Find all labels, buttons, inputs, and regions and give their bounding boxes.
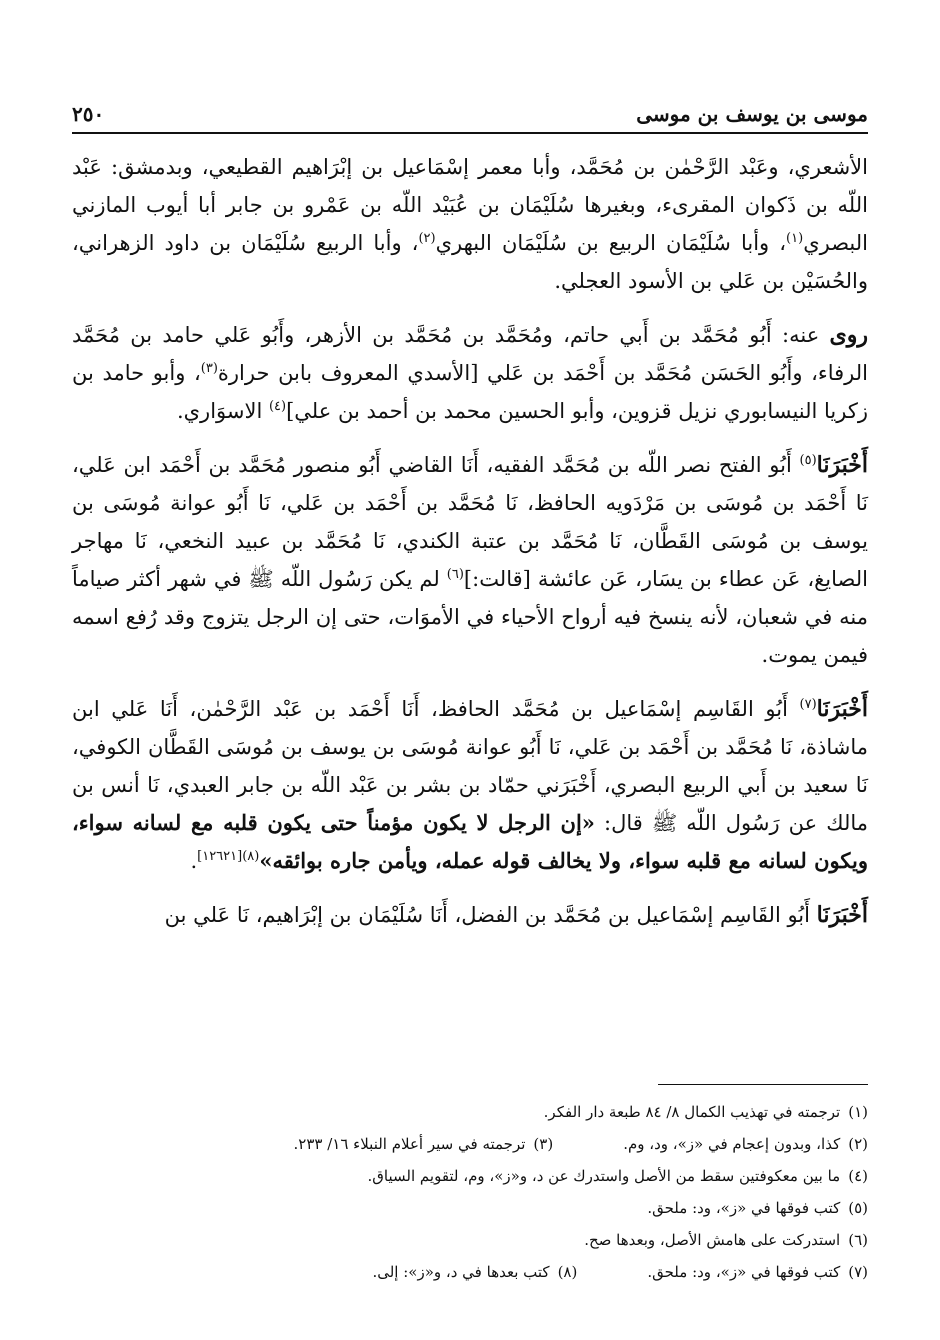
paragraph-students	[72, 316, 868, 430]
footnote-marker: (١)	[786, 231, 804, 246]
footnote-text: كذا، وبدون إعجام في «ز»، ود، وم.	[623, 1135, 841, 1153]
paragraph-narration-3	[72, 896, 868, 934]
footnote-text: كتب فوقها في «ز»، ود: ملحق.	[647, 1199, 841, 1217]
footnote-number: (١)	[848, 1103, 868, 1121]
footnote-1	[544, 1096, 868, 1128]
text-run: ، وأبو حامد بن زكريا النيسابوري نزيل قزوين، وأبو الحسين محمد بن أحمد بن علي]	[72, 361, 868, 423]
footnote-marker: (٢)	[418, 231, 436, 246]
footnote-marker: (٧)	[799, 697, 817, 712]
section-lead-word: أَخْبَرَنَا	[816, 452, 868, 478]
text-run: أَبُو القَاسِم إسْمَاعيل بن مُحَمَّد الحافظ، أَنَا أَحْمَد بن عَبْد الرَّحْمٰن، أَنَا عَلي ابن ماشاذة، نَا مُحَمَّد بن أَحْمَد بن عَلي، نَا أَبُو عوانة مُوسَى بن يوسف بن مُوسَى القَطَّان الكوفي، نَا سعيد بن أَبي الربيع البصري، أَخْبَرَني حمّاد بن بشر بن عَبْد اللّه بن جابر العبدي، نَا أنس بن مالك عن رَسُول اللّه ﷺ قال:	[72, 697, 868, 835]
footnote-line	[72, 1160, 868, 1192]
reference-number: [١٢٦٢١]	[197, 849, 243, 864]
section-lead-word: أَخْبَرَنَا	[816, 902, 868, 928]
footnote-5	[647, 1192, 868, 1224]
footnote-text: كتب بعدها في د، و«ز»: إلى.	[372, 1263, 550, 1281]
footnote-text: ترجمته في سير أعلام النبلاء ١٦/ ٢٣٣.	[293, 1135, 526, 1153]
section-lead-word: روى	[829, 322, 868, 348]
text-run: الأشعري، وعَبْد الرَّحْمٰن بن مُحَمَّد، وأبا معمر إسْمَاعيل بن إبْرَاهيم القطيعي، وبدمشق: عَبْد اللّه بن ذَكوان المقرىء، وبغيرها سُلَيْمَان بن عُبَيْد اللّه بن عَمْرو بن جابر أبا أيوب المازني البصري	[72, 155, 868, 255]
footnote-line	[72, 1224, 868, 1256]
footnote-text: كتب فوقها في «ز»، ود: ملحق.	[647, 1263, 841, 1281]
text-run: أَبُو الفتح نصر اللّه بن مُحَمَّد الفقيه، أَنَا القاضي أَبُو منصور مُحَمَّد بن أَحْمَد ابن عَلي، نَا أَحْمَد بن مُوسَى بن مَرْدَويه الحافظ، نَا مُحَمَّد بن أَحْمَد بن عَلي، نَا أَبُو عوانة مُوسَى بن يوسف بن مُوسَى القَطَّان، نَا مُحَمَّد بن عتبة الكندي، نَا مُحَمَّد بن عبيد النخعي، نَا مهاجر الصايغ، عَن عطاء بن يسَار، عَن عائشة [قالت:]	[72, 453, 868, 591]
footnote-number: (٥)	[848, 1199, 868, 1217]
hadith-quote: «إن الرجل لا يكون مؤمناً حتى يكون قلبه مع لسانه سواء، ويكون لسانه مع قلبه سواء، ولا يخالف قوله عمله، ويأمن جاره بوائقه»	[72, 810, 868, 873]
footnote-text: استدركت على هامش الأصل، وبعدها صح.	[584, 1231, 841, 1249]
footnote-line	[72, 1096, 868, 1128]
footnote-text: ترجمته في تهذيب الكمال ٨/ ٨٤ طبعة دار الفكر.	[543, 1103, 841, 1121]
footnote-6	[584, 1224, 868, 1256]
footnote-number: (٣)	[533, 1135, 554, 1153]
text-run: عنه: أَبُو مُحَمَّد بن أَبي حاتم، ومُحَمَّد بن مُحَمَّد بن الأزهر، وأَبُو عَلي حامد بن مُحَمَّد الرفاء، وأَبُو الحَسَن مُحَمَّد بن أَحْمَد بن عَلي [الأسدي المعروف بابن حرارة	[72, 323, 868, 385]
running-title: موسى بن يوسف بن موسى	[636, 102, 868, 126]
footnote-marker: (٥)	[799, 453, 817, 468]
text-run: الاسوَاري.	[176, 399, 269, 423]
page-header	[72, 86, 868, 134]
text-run: .	[190, 849, 198, 873]
footnote-marker: (٣)	[200, 361, 218, 376]
footnote-marker: (٦)	[446, 567, 464, 582]
footnote-line	[72, 1192, 868, 1224]
text-run: ، وأبا سُلَيْمَان الربيع بن سُلَيْمَان البهري	[435, 231, 787, 255]
text-run: أَبُو القَاسِم إسْمَاعيل بن مُحَمَّد بن الفضل، أَنَا سُلَيْمَان بن إبْرَاهيم، نَا عَلي بن	[164, 903, 817, 927]
footnote-line	[72, 1256, 868, 1288]
footnote-3	[294, 1128, 554, 1160]
section-lead-word: أَخْبَرَنَا	[816, 696, 868, 722]
footnote-number: (٦)	[848, 1231, 868, 1249]
text-run: لم يكن رَسُول اللّه ﷺ في شهر أكثر صياماً منه في شعبان، لأنه ينسخ فيه أرواح الأحياء في الأموَات، حتى إن الرجل يتزوج وقد رُفع اسمه فيمن يموت.	[72, 567, 868, 667]
footnote-8	[372, 1256, 577, 1288]
footnote-number: (٨)	[557, 1263, 578, 1281]
paragraph-narration-2	[72, 690, 868, 880]
paragraph-teachers	[72, 148, 868, 300]
paragraph-narration-1	[72, 446, 868, 674]
page-number: ٢٥٠	[72, 102, 105, 126]
footnote-number: (٧)	[848, 1263, 868, 1281]
footnote-divider	[658, 1084, 868, 1085]
footnote-2	[623, 1128, 868, 1160]
footnote-number: (٢)	[848, 1135, 868, 1153]
footnote-7	[647, 1256, 868, 1288]
footnotes	[72, 1096, 868, 1288]
text-run: ، وأبا الربيع سُلَيْمَان بن داود الزهراني، والحُسَيْن بن عَلي بن الأسود العجلي.	[72, 231, 868, 293]
main-text	[72, 148, 868, 950]
footnote-marker: (٨)	[242, 849, 260, 864]
footnote-line	[72, 1128, 868, 1160]
footnote-number: (٤)	[848, 1167, 868, 1185]
footnote-marker: (٤)	[268, 399, 287, 414]
footnote-text: ما بين معكوفتين سقط من الأصل واستدرك عن د، و«ز»، وم، لتقويم السياق.	[367, 1167, 841, 1185]
footnote-4	[368, 1160, 868, 1192]
